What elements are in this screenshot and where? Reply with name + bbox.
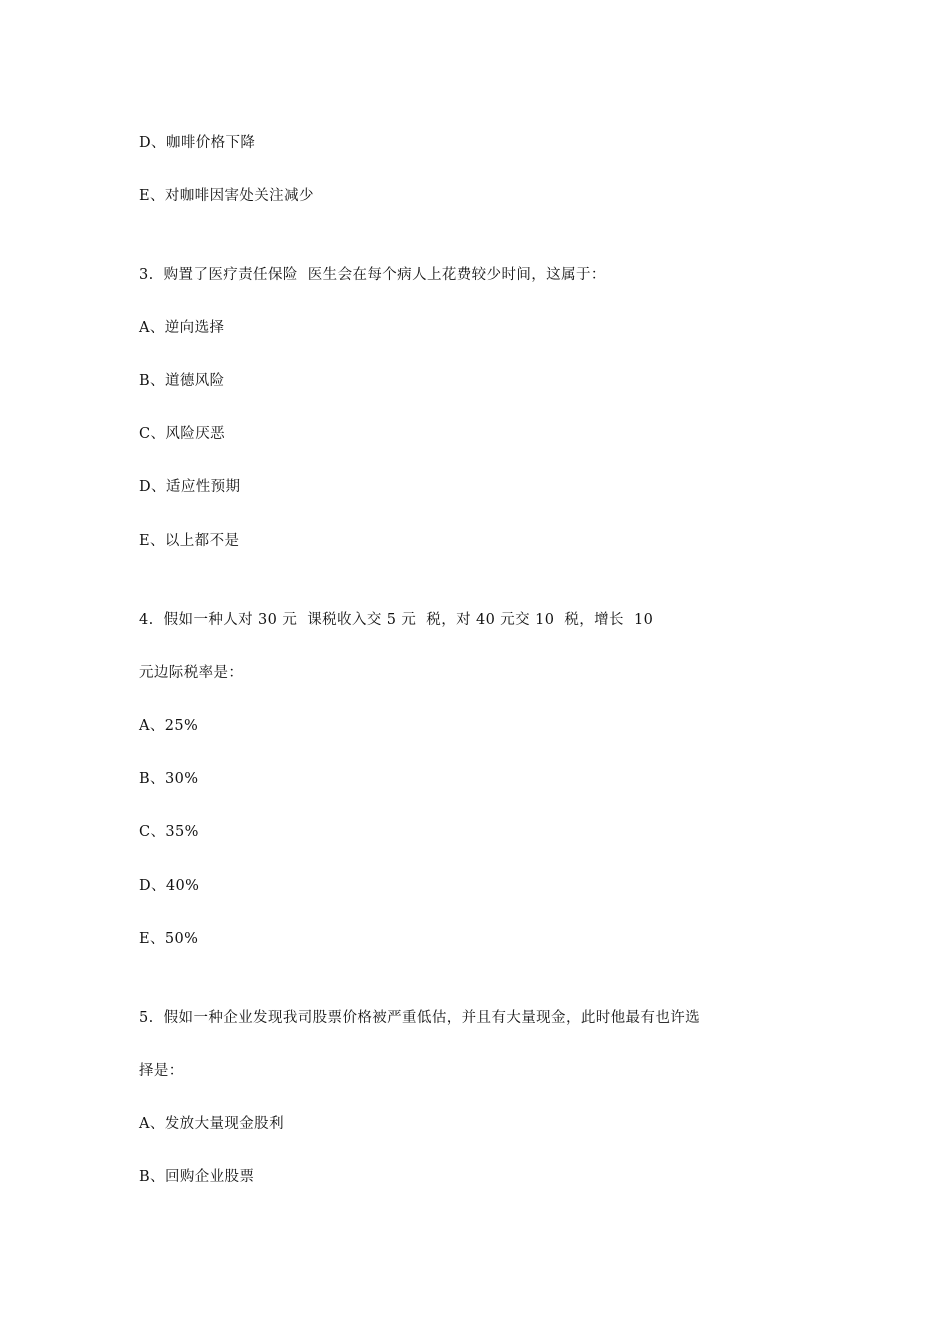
option-2e: E、对咖啡因害处关注减少 xyxy=(139,188,314,204)
question-5-line-2: 择是： xyxy=(139,1063,184,1079)
option-4c: C、35% xyxy=(139,824,199,840)
question-4-line-1: 4. 假如一种人对 30 元 课税收入交 5 元 税，对 40 元交 10 税，增长 10 xyxy=(139,612,654,628)
option-3e: E、以上都不是 xyxy=(139,533,240,549)
option-5b: B、回购企业股票 xyxy=(139,1169,255,1185)
option-3a: A、逆向选择 xyxy=(139,320,225,336)
option-4d: D、40% xyxy=(139,878,200,894)
option-4a: A、25% xyxy=(139,718,199,734)
option-3d: D、适应性预期 xyxy=(139,479,241,495)
option-5a: A、发放大量现金股利 xyxy=(139,1116,284,1132)
option-4e: E、50% xyxy=(139,931,199,947)
question-5-line-1: 5. 假如一种企业发现我司股票价格被严重低估，并且有大量现金，此时他最有也许选 xyxy=(139,1010,701,1026)
option-3c: C、风险厌恶 xyxy=(139,426,225,442)
option-2d: D、咖啡价格下降 xyxy=(139,135,256,151)
question-3: 3. 购置了医疗责任保险 医生会在每个病人上花费较少时间，这属于： xyxy=(139,267,606,283)
question-4-line-2: 元边际税率是： xyxy=(139,665,244,681)
option-4b: B、30% xyxy=(139,771,199,787)
option-3b: B、道德风险 xyxy=(139,373,225,389)
